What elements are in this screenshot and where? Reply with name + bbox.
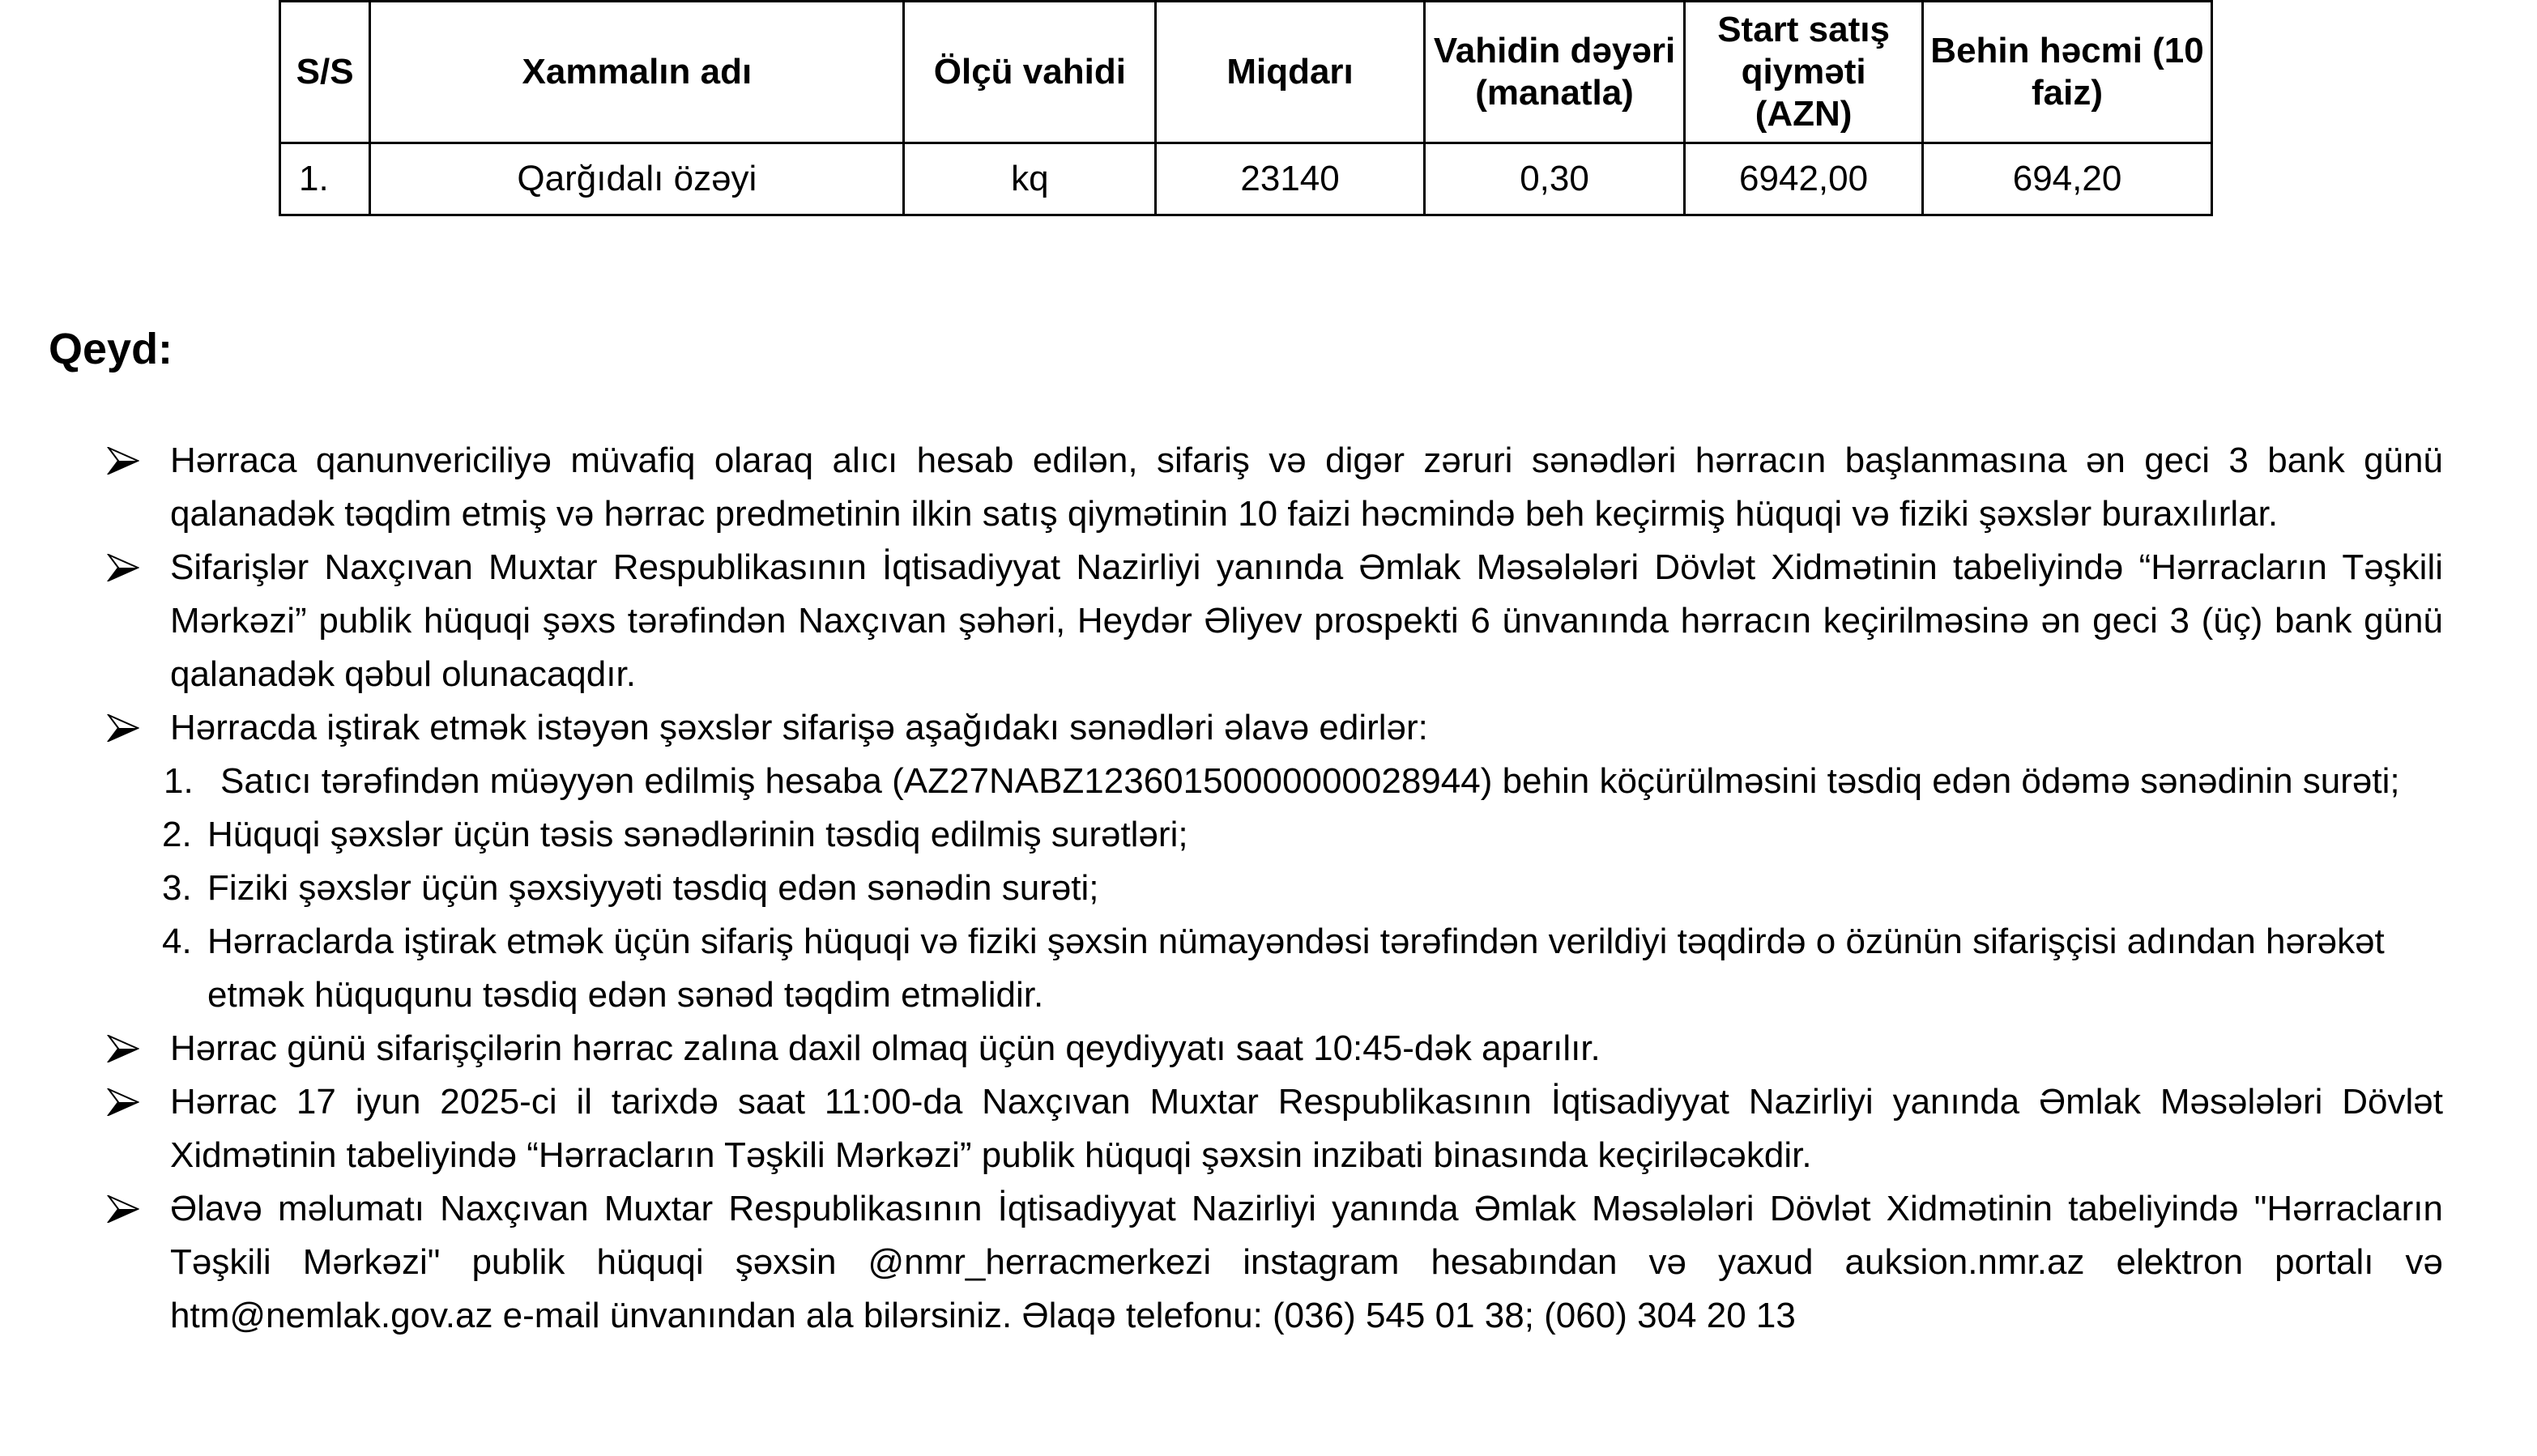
document-item [162, 915, 2443, 1022]
document-text: Hərraclarda iştirak etmək üçün sifariş hüquqi və fiziki şəxsin nümayəndəsi tərəfindən verildiyi təqdirdə o özünün sifarişçisi adından hərəkət etmək hüququnu təsdiq edən sənəd təqdim etməlidir. [207, 922, 2385, 1015]
header-quantity: Miqdarı [1156, 2, 1425, 143]
notes-heading: Qeyd: [49, 325, 173, 373]
cell-material-name: Qarğıdalı özəyi [370, 143, 904, 215]
note-text: Hərrac 17 iyun 2025-ci il tarixdə saat 11:00-da Naxçıvan Muxtar Respublikasının İqtisadiyyat Nazirliyi yanında Əmlak Məsələləri Dövlət Xidmətinin tabeliyində “Hərracların Təşkili Mərkəzi” publik hüquqi şəxsin inzibati binasında keçiriləcəkdir. [170, 1082, 2443, 1175]
arrowhead-bullet-icon [107, 1088, 139, 1116]
header-serial-number: S/S [280, 2, 370, 143]
cell-unit-price: 0,30 [1424, 143, 1684, 215]
document-item [162, 808, 2443, 862]
note-text: Hərraca qanunvericiliyə müvafiq olaraq alıcı hesab edilən, sifariş və digər zəruri sənədləri hərracın başlanmasına ən geci 3 bank günü qalanadək təqdim etmiş və hərrac predmetinin ilkin satış qiymətinin 10 faizi həcmində beh keçirmiş hüquqi və fiziki şəxslər buraxılırlar. [170, 441, 2443, 534]
document-text: Satıcı tərəfindən müəyyən edilmiş hesaba (AZ27NABZ12360150000000028944) behin köçürülməsini təsdiq edən ödəmə sənədinin surəti; [220, 761, 2400, 801]
header-start-price: Start satış qiyməti (AZN) [1685, 2, 1923, 143]
table-row [280, 143, 2212, 215]
note-item [170, 1182, 2443, 1343]
required-documents-list [0, 755, 2537, 1022]
arrowhead-bullet-icon [107, 1195, 139, 1223]
header-unit: Ölçü vahidi [904, 2, 1156, 143]
table-header-row [280, 2, 2212, 143]
header-deposit: Behin həcmi (10 faiz) [1923, 2, 2212, 143]
document-number: 1. [164, 761, 194, 801]
note-text: Əlavə məlumatı Naxçıvan Muxtar Respublikasının İqtisadiyyat Nazirliyi yanında Əmlak Məsələləri Dövlət Xidmətinin tabeliyində "Hərracların Təşkili Mərkəzi" publik hüquqi şəxsin @nmr_herracmerkezi instagram hesabından və yaxud auksion.nmr.az elektron portalı və htm@nemlak.gov.az e-mail ünvanından ala bilərsiniz. Əlaqə telefonu: (036) 545 01 38; (060) 304 20 13 [170, 1189, 2443, 1335]
cell-start-price: 6942,00 [1685, 143, 1923, 215]
document-item [162, 862, 2443, 915]
document-number: 3. [162, 868, 192, 908]
arrowhead-bullet-icon [107, 714, 139, 742]
arrowhead-bullet-icon [107, 447, 139, 475]
document-text: Fiziki şəxslər üçün şəxsiyyəti təsdiq edən sənədin surəti; [207, 868, 1099, 908]
arrowhead-bullet-icon [107, 1035, 139, 1062]
notes-list [0, 434, 2537, 1343]
document-number: 2. [162, 815, 192, 854]
arrowhead-bullet-icon [107, 554, 139, 581]
header-material-name: Xammalın adı [370, 2, 904, 143]
document-item [164, 755, 2456, 808]
note-item [170, 1075, 2443, 1182]
note-text: Hərracda iştirak etmək istəyən şəxslər sifarişə aşağıdakı sənədləri əlavə edirlər: [170, 708, 1428, 747]
auction-lots-table [279, 0, 2213, 216]
header-unit-price: Vahidin dəyəri (manatla) [1424, 2, 1684, 143]
note-item [170, 434, 2443, 541]
document-number: 4. [162, 922, 192, 961]
document-text: Hüquqi şəxslər üçün təsis sənədlərinin təsdiq edilmiş surətləri; [207, 815, 1188, 854]
cell-unit: kq [904, 143, 1156, 215]
cell-deposit: 694,20 [1923, 143, 2212, 215]
note-text: Sifarişlər Naxçıvan Muxtar Respublikasının İqtisadiyyat Nazirliyi yanında Əmlak Məsələləri Dövlət Xidmətinin tabeliyində “Hərracların Təşkili Mərkəzi” publik hüquqi şəxs tərəfindən Naxçıvan şəhəri, Heydər Əliyev prospekti 6 ünvanında hərracın keçirilməsinə ən geci 3 (üç) bank günü qalanadək qəbul olunacaqdır. [170, 547, 2443, 694]
note-item [170, 701, 2443, 755]
note-text: Hərrac günü sifarişçilərin hərrac zalına daxil olmaq üçün qeydiyyatı saat 10:45-dək aparılır. [170, 1028, 1601, 1068]
cell-serial-number: 1. [280, 143, 370, 215]
note-item [170, 1022, 2443, 1075]
cell-quantity: 23140 [1156, 143, 1425, 215]
note-item [170, 541, 2443, 701]
